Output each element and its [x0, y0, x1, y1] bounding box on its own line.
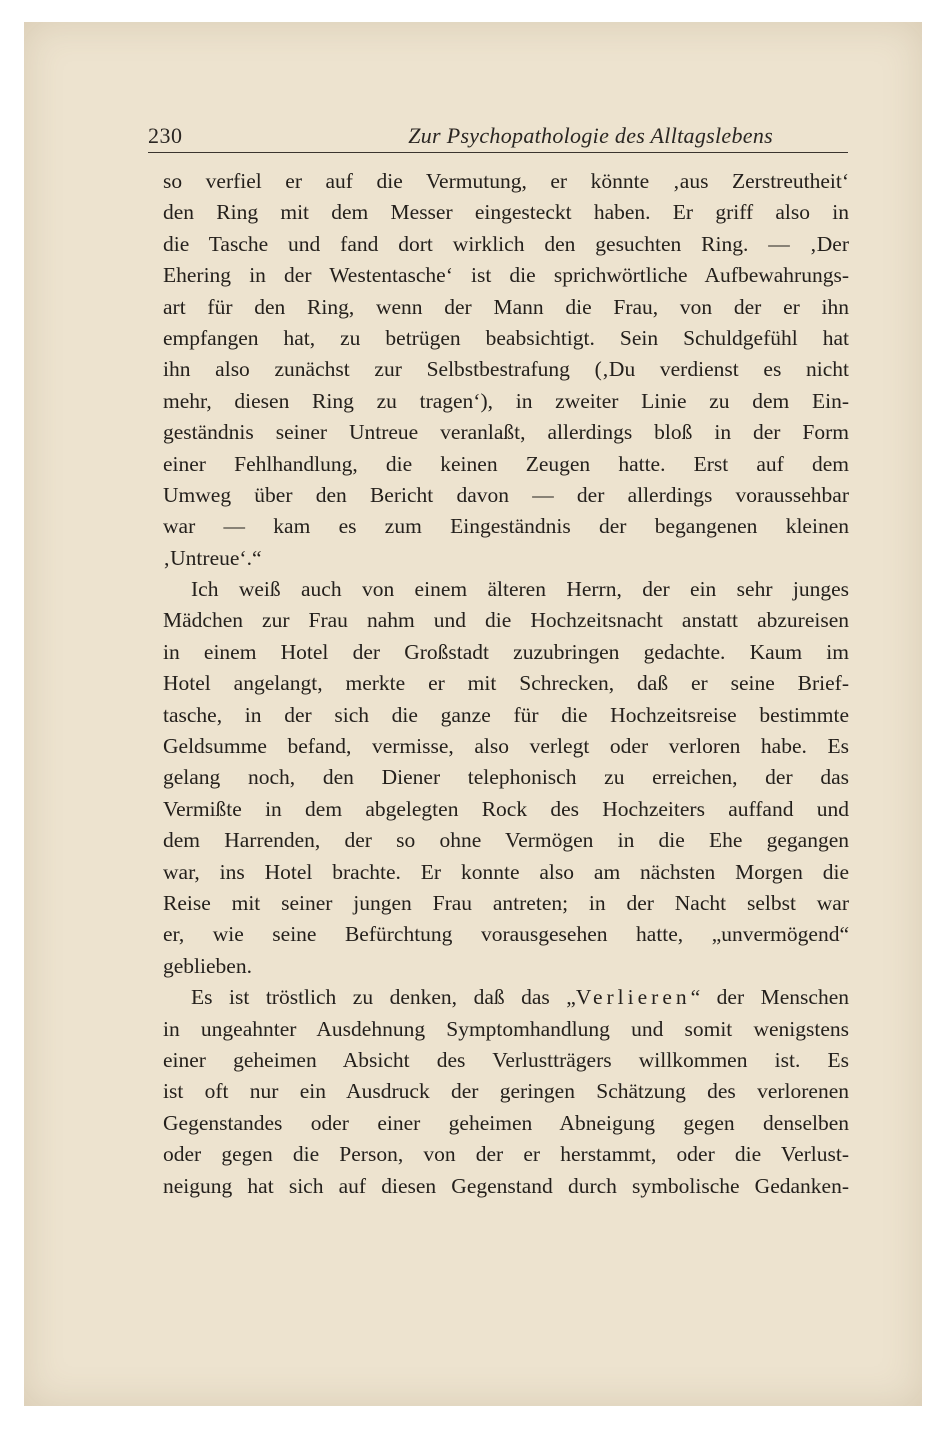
text-line: Vermißte in dem abgelegten Rock des Hochzeiters auffand und [163, 796, 849, 821]
text-line: Mädchen zur Frau nahm und die Hochzeitsnacht anstatt abzureisen [163, 608, 849, 633]
text-line: ist oft nur ein Ausdruck der geringen Schätzung des verlorenen [163, 1079, 849, 1104]
body-text [163, 166, 849, 1202]
text-line: in einem Hotel der Großstadt zuzubringen gedachte. Kaum im [163, 639, 849, 664]
text-line: mehr, diesen Ring zu tragen‘), in zweiter Linie zu dem Ein- [163, 388, 849, 413]
text-line: dem Harrenden, der so ohne Vermögen in die Ehe gegangen [163, 828, 849, 853]
page-number: 230 [148, 123, 183, 148]
text-line: Reise mit seiner jungen Frau antreten; in der Nacht selbst war [163, 890, 849, 915]
text-line: so verfiel er auf die Vermutung, er könnte ‚aus Zerstreutheit‘ [163, 169, 849, 193]
text-line: die Tasche und fand dort wirklich den gesuchten Ring. — ‚Der [163, 231, 849, 256]
text-line: geständnis seiner Untreue veranlaßt, allerdings bloß in der Form [163, 420, 849, 445]
text-line: Ich weiß auch von einem älteren Herrn, der ein sehr junges [191, 577, 849, 602]
page-header [148, 123, 773, 153]
text-line: ihn also zunächst zur Selbstbestrafung (‚Du verdienst es nicht [163, 357, 849, 382]
text-line: neigung hat sich auf diesen Gegenstand durch symbolische Gedanken- [163, 1173, 849, 1198]
text-line: einer geheimen Absicht des Verlustträgers willkommen ist. Es [163, 1047, 849, 1072]
text-line: oder gegen die Person, von der er herstammt, oder die Verlust- [163, 1142, 849, 1167]
emphasized-word: Verlieren [575, 985, 691, 1010]
text-line: in ungeahnter Ausdehnung Symptomhandlung und somit wenigstens [163, 1016, 849, 1041]
text-line: Geldsumme befand, vermisse, also verlegt oder verloren habe. Es [163, 734, 849, 759]
text-line: geblieben. [163, 953, 252, 978]
text-line: war, ins Hotel brachte. Er konnte also am nächsten Morgen die [163, 859, 849, 884]
header-rule [148, 152, 848, 153]
text-line: empfangen hat, zu betrügen beabsichtigt. Sein Schuldgefühl hat [163, 325, 849, 350]
text-line: Gegenstandes oder einer geheimen Abneigung gegen denselben [163, 1110, 849, 1135]
text-line: Ehering in der Westentasche‘ ist die sprichwörtliche Aufbewahrungs- [163, 263, 849, 288]
text-line: einer Fehlhandlung, die keinen Zeugen hatte. Erst auf dem [163, 451, 849, 476]
text-line: Umweg über den Bericht davon — der allerdings voraussehbar [163, 482, 849, 507]
text-line: er, wie seine Befürchtung vorausgesehen hatte, „unvermögend“ [163, 922, 849, 947]
text-line: ‚Untreue‘.“ [163, 545, 262, 570]
text-line: war — kam es zum Eingeständnis der begangenen kleinen [163, 514, 849, 539]
text-line: gelang noch, den Diener telephonisch zu erreichen, der das [163, 765, 849, 790]
text-line: Hotel angelangt, merkte er mit Schrecken, daß er seine Brief- [163, 671, 849, 696]
running-title: Zur Psychopathologie des Alltagslebens [408, 123, 773, 148]
text-line [163, 982, 849, 1013]
text-segment: “ der Menschen [690, 985, 849, 1010]
text-line: den Ring mit dem Messer eingesteckt haben. Er griff also in [163, 200, 849, 225]
text-line: tasche, in der sich die ganze für die Hochzeitsreise bestimmte [163, 702, 849, 727]
text-segment: Es ist tröstlich zu denken, daß das „ [191, 985, 576, 1010]
text-line: art für den Ring, wenn der Mann die Frau, von der er ihn [163, 294, 849, 319]
